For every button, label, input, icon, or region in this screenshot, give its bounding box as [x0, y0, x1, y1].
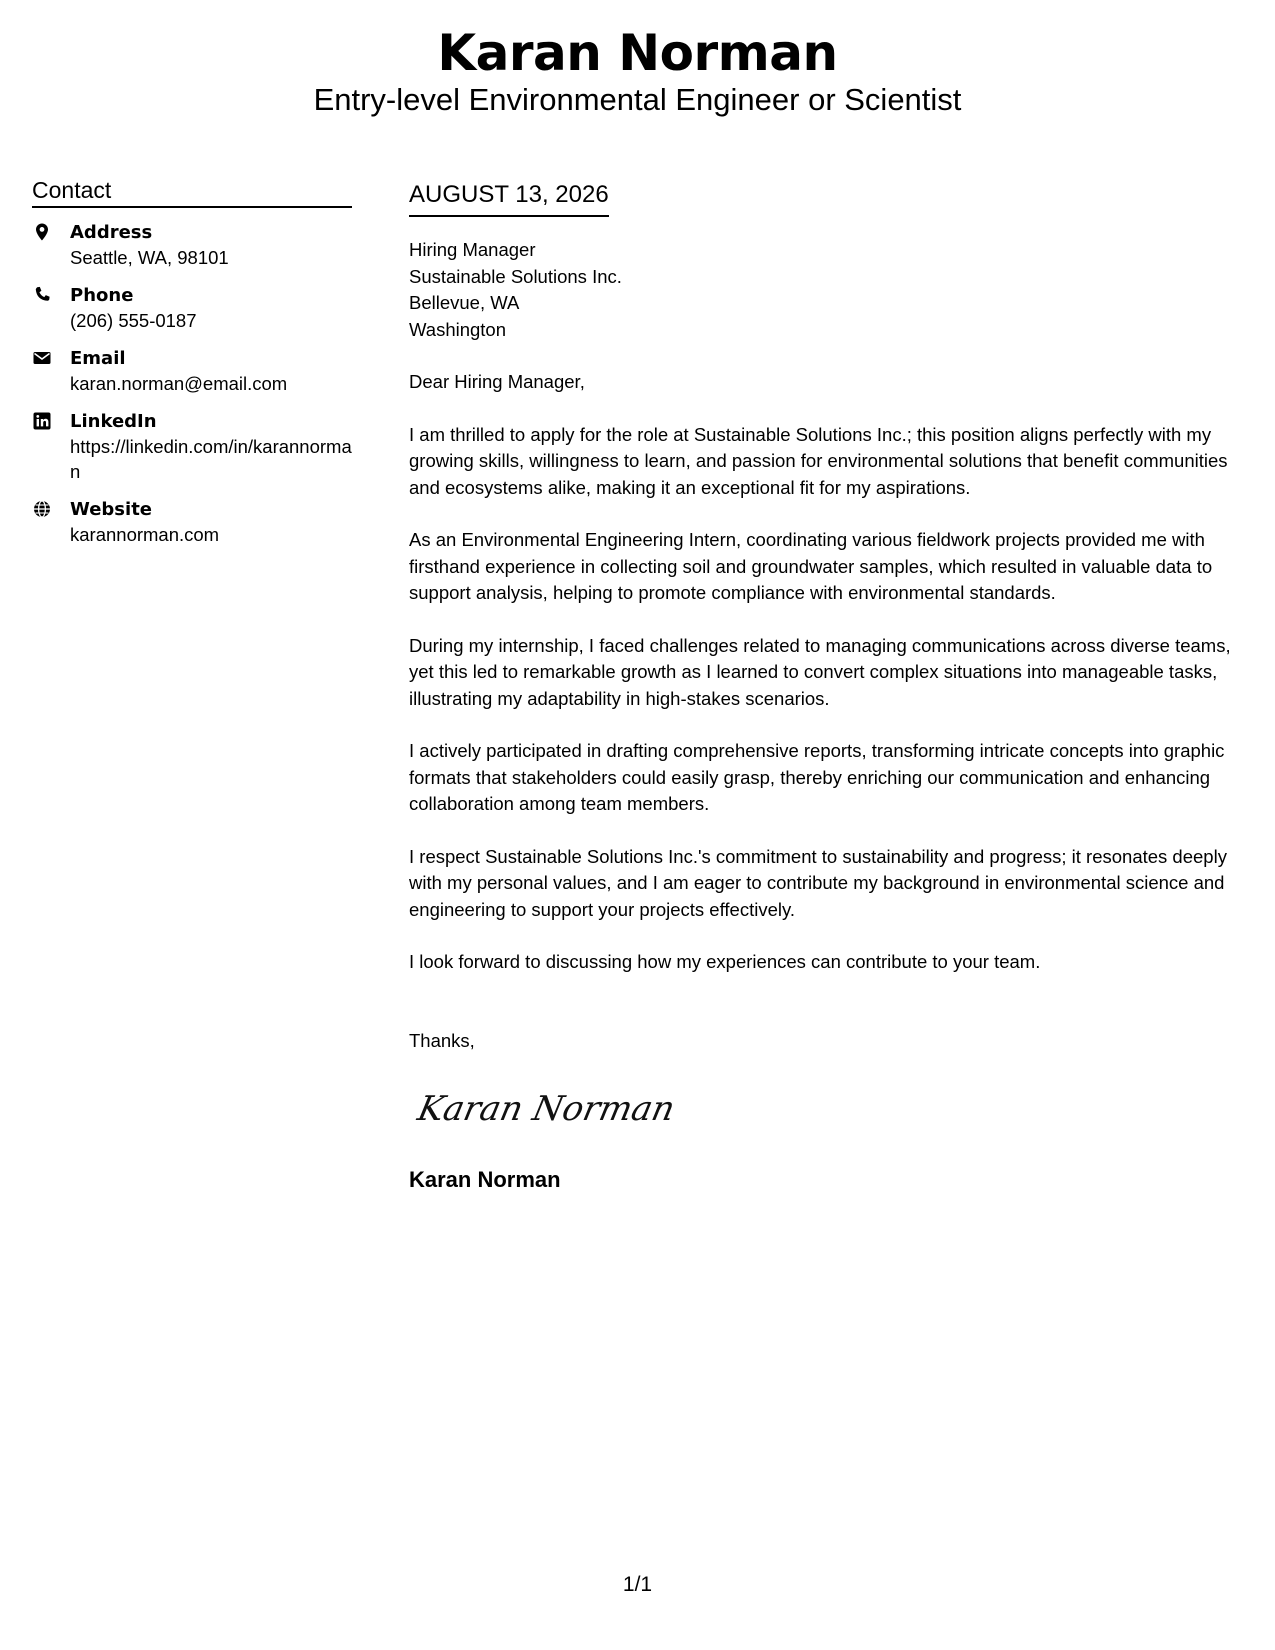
- letter-paragraph: During my internship, I faced challenges related to managing communications across diverse teams, yet this led to remarkable growth as I learned to convert complex situations into manageable tasks, illustrating my adaptability in high-stakes scenarios.: [409, 634, 1231, 709]
- contact-label: Email: [70, 348, 126, 369]
- recipient-line: Hiring Manager: [409, 239, 536, 260]
- contact-label: Website: [70, 499, 153, 520]
- page-number: 1/1: [622, 1573, 653, 1596]
- applicant-name: Karan Norman: [437, 24, 838, 82]
- letter-paragraph: As an Environmental Engineering Intern, coordinating various fieldwork projects provided me with firsthand experience in collecting soil and groundwater samples, which resulted in valuable data to support analysis, helping to promote compliance with environmental standards.: [409, 529, 1213, 603]
- job-title: Entry-level Environmental Engineer or Scientist: [313, 82, 962, 117]
- recipient-line: Sustainable Solutions Inc.: [409, 265, 622, 287]
- contact-item-email: [32, 346, 352, 396]
- contact-item-phone: [32, 283, 352, 333]
- recipient-line: Washington: [409, 318, 507, 340]
- salutation: Dear Hiring Manager,: [409, 371, 585, 392]
- phone-icon: [32, 285, 52, 305]
- letter-paragraph: I actively participated in drafting comprehensive reports, transforming intricate concepts into graphic formats that stakeholders could easily grasp, thereby enriching our communication and enhancing collaboration among team members.: [409, 740, 1225, 814]
- cover-letter-body: [409, 180, 1254, 1194]
- resume-header: [0, 22, 1275, 118]
- contact-item-address: [32, 220, 352, 270]
- contact-list: [32, 220, 352, 547]
- address-value: Seattle, WA, 98101: [70, 247, 229, 268]
- linkedin-value: https://linkedin.com/in/karannorman: [70, 436, 352, 482]
- recipient-line: Bellevue, WA: [409, 292, 520, 313]
- contact-label: Phone: [70, 285, 134, 306]
- closing: Thanks,: [409, 1029, 475, 1051]
- map-pin-icon: [32, 222, 52, 242]
- letter-paragraph: I respect Sustainable Solutions Inc.'s commitment to sustainability and progress; it resonates deeply with my personal values, and I am eager to contribute my background in environmental science and engineering to support your projects effectively.: [409, 845, 1227, 920]
- contact-item-linkedin: [32, 409, 352, 484]
- contact-sidebar: [32, 176, 352, 560]
- signer-name: Karan Norman: [409, 1166, 561, 1192]
- contact-label: LinkedIn: [70, 411, 157, 432]
- contact-item-website: [32, 497, 352, 547]
- letter-paragraph: I am thrilled to apply for the role at Sustainable Solutions Inc.; this position aligns perfectly with my growing skills, willingness to learn, and passion for environmental solutions that benefit communities and ecosystems alike, making it an exceptional fit for my aspirations.: [409, 423, 1228, 498]
- website-value: karannorman.com: [70, 524, 220, 545]
- contact-heading: Contact: [32, 176, 352, 208]
- letter-date: AUGUST 13, 2026: [409, 180, 609, 217]
- envelope-icon: [32, 348, 52, 368]
- recipient-block: [409, 237, 1254, 343]
- globe-icon: [32, 499, 52, 519]
- phone-value: (206) 555-0187: [70, 310, 197, 331]
- svg-text:Karan Norman: Karan Norman: [415, 1089, 675, 1129]
- contact-label: Address: [70, 222, 153, 243]
- handwritten-signature: [415, 1078, 675, 1138]
- letter-paragraph: I look forward to discussing how my experiences can contribute to your team.: [409, 951, 1041, 972]
- email-value: karan.norman@email.com: [70, 373, 288, 394]
- linkedin-icon: [32, 411, 52, 431]
